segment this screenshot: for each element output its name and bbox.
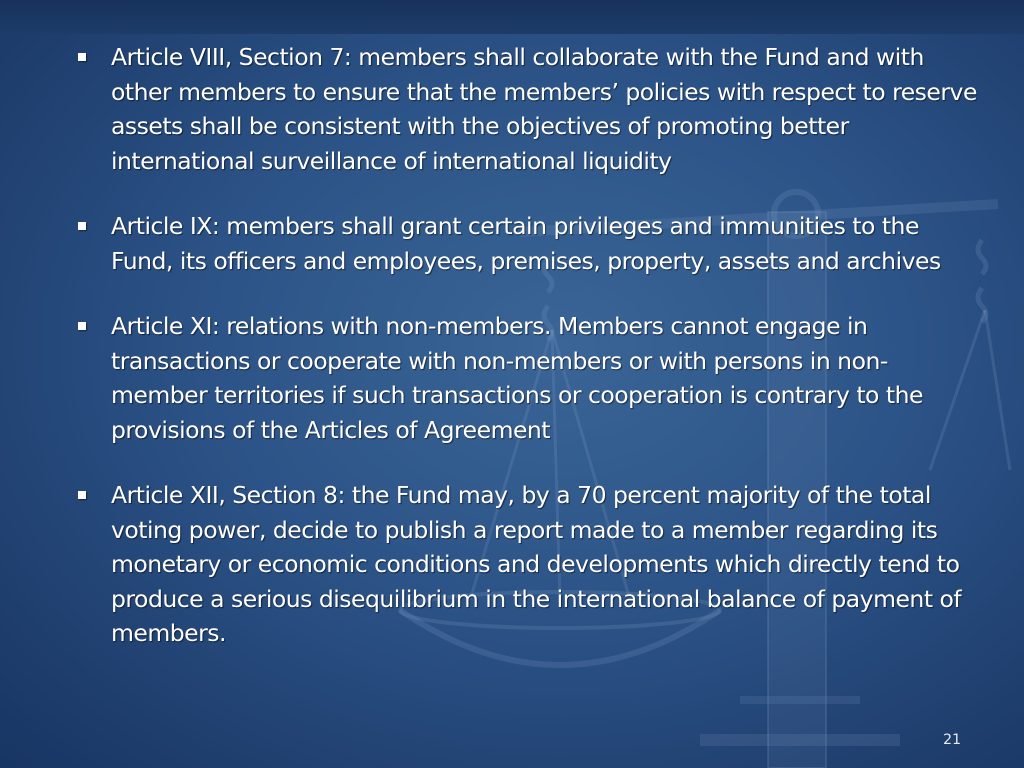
bullet-text: Article IX: members shall grant certain privileges and immunities to the Fund, its officers and employees, premises, property, assets and archives (111, 212, 941, 275)
top-band (0, 0, 1024, 34)
bullet-text: Article XI: relations with non-members. Members cannot engage in transactions or cooperate with non-members or with persons in non-member territories if such transactions or cooperation is contrary to the provisions of the Articles of Agreement (111, 312, 923, 444)
bullet-item-article-ix (78, 209, 983, 278)
bullet-item-article-viii (78, 40, 983, 178)
bullet-item-article-xii (78, 478, 983, 651)
bullet-text: Article XII, Section 8: the Fund may, by a 70 percent majority of the total voting power, decide to publish a report made to a member regarding its monetary or economic conditions and developments which directly tend to produce a serious disequilibrium in the international balance of payment of members. (111, 481, 962, 647)
bullet-text: Article VIII, Section 7: members shall collaborate with the Fund and with other members to ensure that the members’ policies with respect to reserve assets shall be consistent with the objectives of promoting better international surveillance of international liquidity (111, 43, 977, 175)
square-bullet-icon (78, 322, 86, 330)
square-bullet-icon (78, 491, 86, 499)
square-bullet-icon (78, 53, 86, 61)
bullet-list (78, 40, 983, 682)
bullet-item-article-xi (78, 309, 983, 447)
square-bullet-icon (78, 222, 86, 230)
page-number: 21 (943, 732, 961, 748)
